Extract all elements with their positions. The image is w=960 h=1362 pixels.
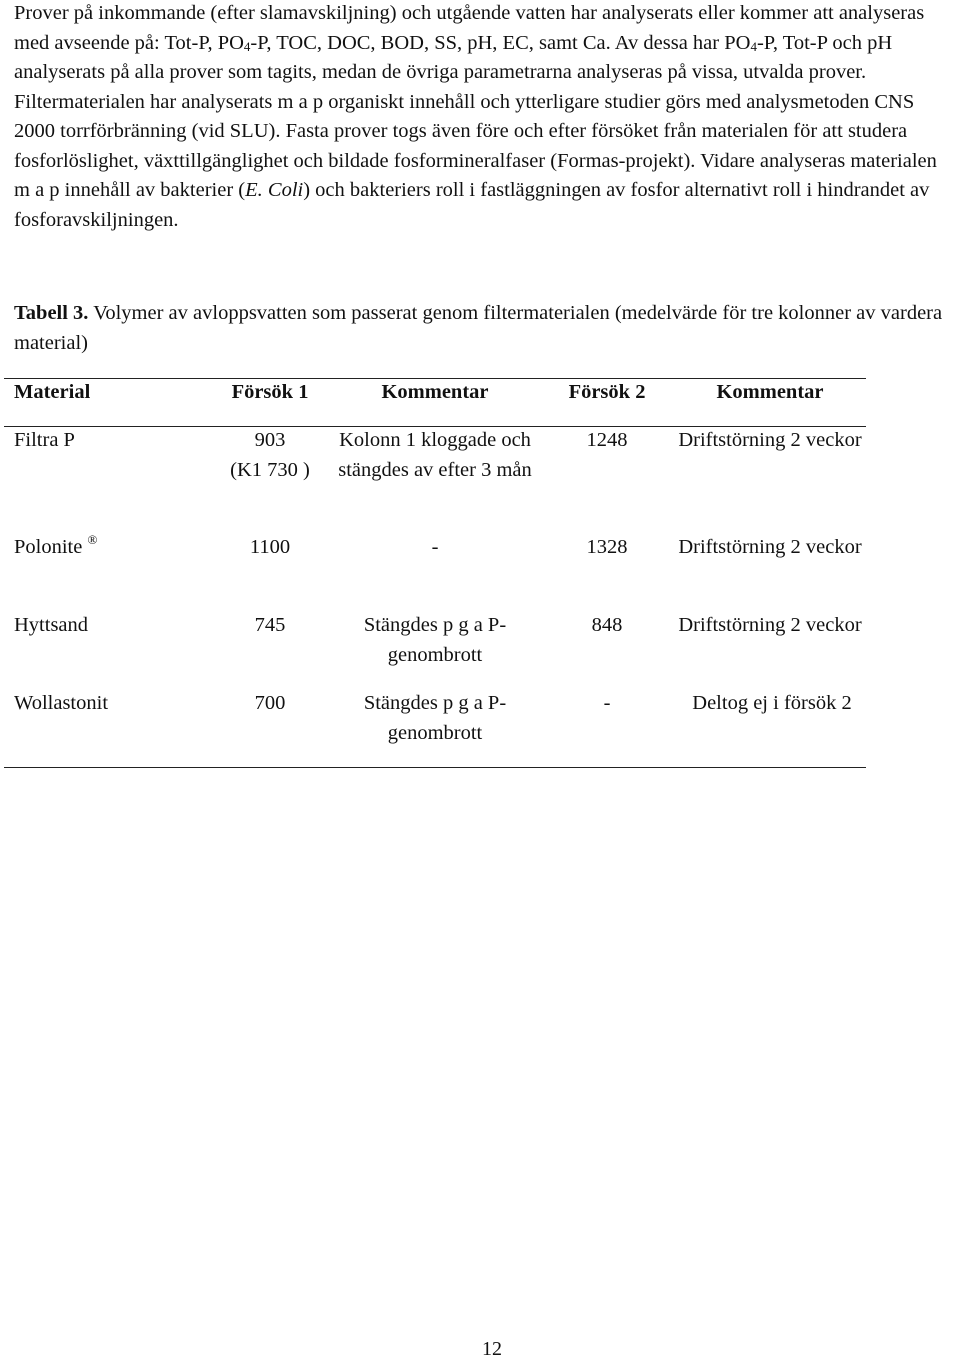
table-caption bbox=[14, 299, 954, 358]
table-bottom-rule bbox=[4, 767, 866, 768]
cell-kommentar2: Driftstörning 2 veckor bbox=[678, 614, 862, 636]
column-header-forsok2: Försök 2 bbox=[568, 381, 646, 403]
subscript: 4 bbox=[750, 38, 757, 54]
paragraph-text: -P, Tot-P och pH analyserats på alla prover som tagits, medan de övriga parametrarna analyseras på vissa, utvalda prover. Filtermaterialen har analyserats m a p organiskt innehåll och ytterligare studier görs med analysmetoden CNS 2000 torrförbränning (vid SLU). Fasta prover togs även före och efter försöket från materialen för att studera fosforlöslighet, växttillgänglighet och bildade fosformineralfaser (Formas-projekt). Vidare analyseras materialen m a p innehåll av bakterier ( bbox=[14, 31, 937, 201]
cell-material bbox=[14, 533, 97, 563]
cell-kommentar1: Stängdes p g a P-genombrott bbox=[363, 614, 507, 666]
cell-kommentar1: Stängdes p g a P-genombrott bbox=[363, 692, 507, 744]
cell-forsok1 bbox=[210, 426, 330, 485]
cell-forsok2: 1248 bbox=[586, 429, 628, 451]
paragraph-text: ) och bakteriers roll i fastläggningen av fosfor alternativt roll i hindrandet av fosforavskiljningen. bbox=[14, 179, 930, 231]
paragraph-text: -P, TOC, DOC, BOD, SS, pH, EC, samt Ca. Av dessa har PO bbox=[250, 31, 751, 54]
cell-material: Hyttsand bbox=[14, 614, 89, 636]
column-header-kommentar2: Kommentar bbox=[716, 381, 824, 403]
cell-kommentar1: - bbox=[431, 536, 439, 558]
cell-forsok1: 1100 bbox=[249, 536, 291, 558]
registered-mark: ® bbox=[87, 532, 98, 547]
cell-forsok1: 700 bbox=[254, 692, 286, 714]
cell-material: Wollastonit bbox=[14, 692, 109, 714]
cell-forsok2: 848 bbox=[591, 614, 623, 636]
cell-kommentar2: Driftstörning 2 veckor bbox=[678, 536, 862, 558]
italic-text: E. bbox=[245, 179, 263, 201]
body-paragraph bbox=[14, 0, 954, 235]
subscript: 4 bbox=[243, 38, 251, 54]
page-number: 12 bbox=[482, 1338, 502, 1360]
cell-value: 903 bbox=[254, 429, 286, 451]
column-header-forsok1: Försök 1 bbox=[231, 381, 309, 403]
caption-label: Tabell 3. bbox=[14, 302, 89, 324]
cell-forsok2: 1328 bbox=[586, 536, 628, 558]
paragraph-text: Prover på inkommande (efter slamavskiljning) och utgående vatten har analyserats eller kommer att analyseras med avseende på: Tot-P, PO bbox=[14, 2, 925, 54]
cell-forsok2: - bbox=[603, 692, 611, 714]
italic-text: Coli bbox=[267, 179, 304, 201]
caption-text: Volymer av avloppsvatten som passerat genom filtermaterialen (medelvärde för tre kolonner av vardera material) bbox=[14, 302, 943, 354]
column-header-kommentar1: Kommentar bbox=[381, 381, 489, 403]
cell-note: (K1 730 ) bbox=[230, 458, 310, 481]
cell-kommentar2: Deltog ej i försök 2 bbox=[692, 692, 852, 714]
material-name: Polonite bbox=[14, 536, 83, 558]
cell-material: Filtra P bbox=[14, 429, 75, 451]
cell-kommentar2: Driftstörning 2 veckor bbox=[678, 429, 862, 451]
cell-kommentar1: Kolonn 1 kloggade och stängdes av efter 3 mån bbox=[338, 429, 532, 481]
cell-forsok1: 745 bbox=[254, 614, 286, 636]
column-header-material: Material bbox=[14, 381, 91, 403]
